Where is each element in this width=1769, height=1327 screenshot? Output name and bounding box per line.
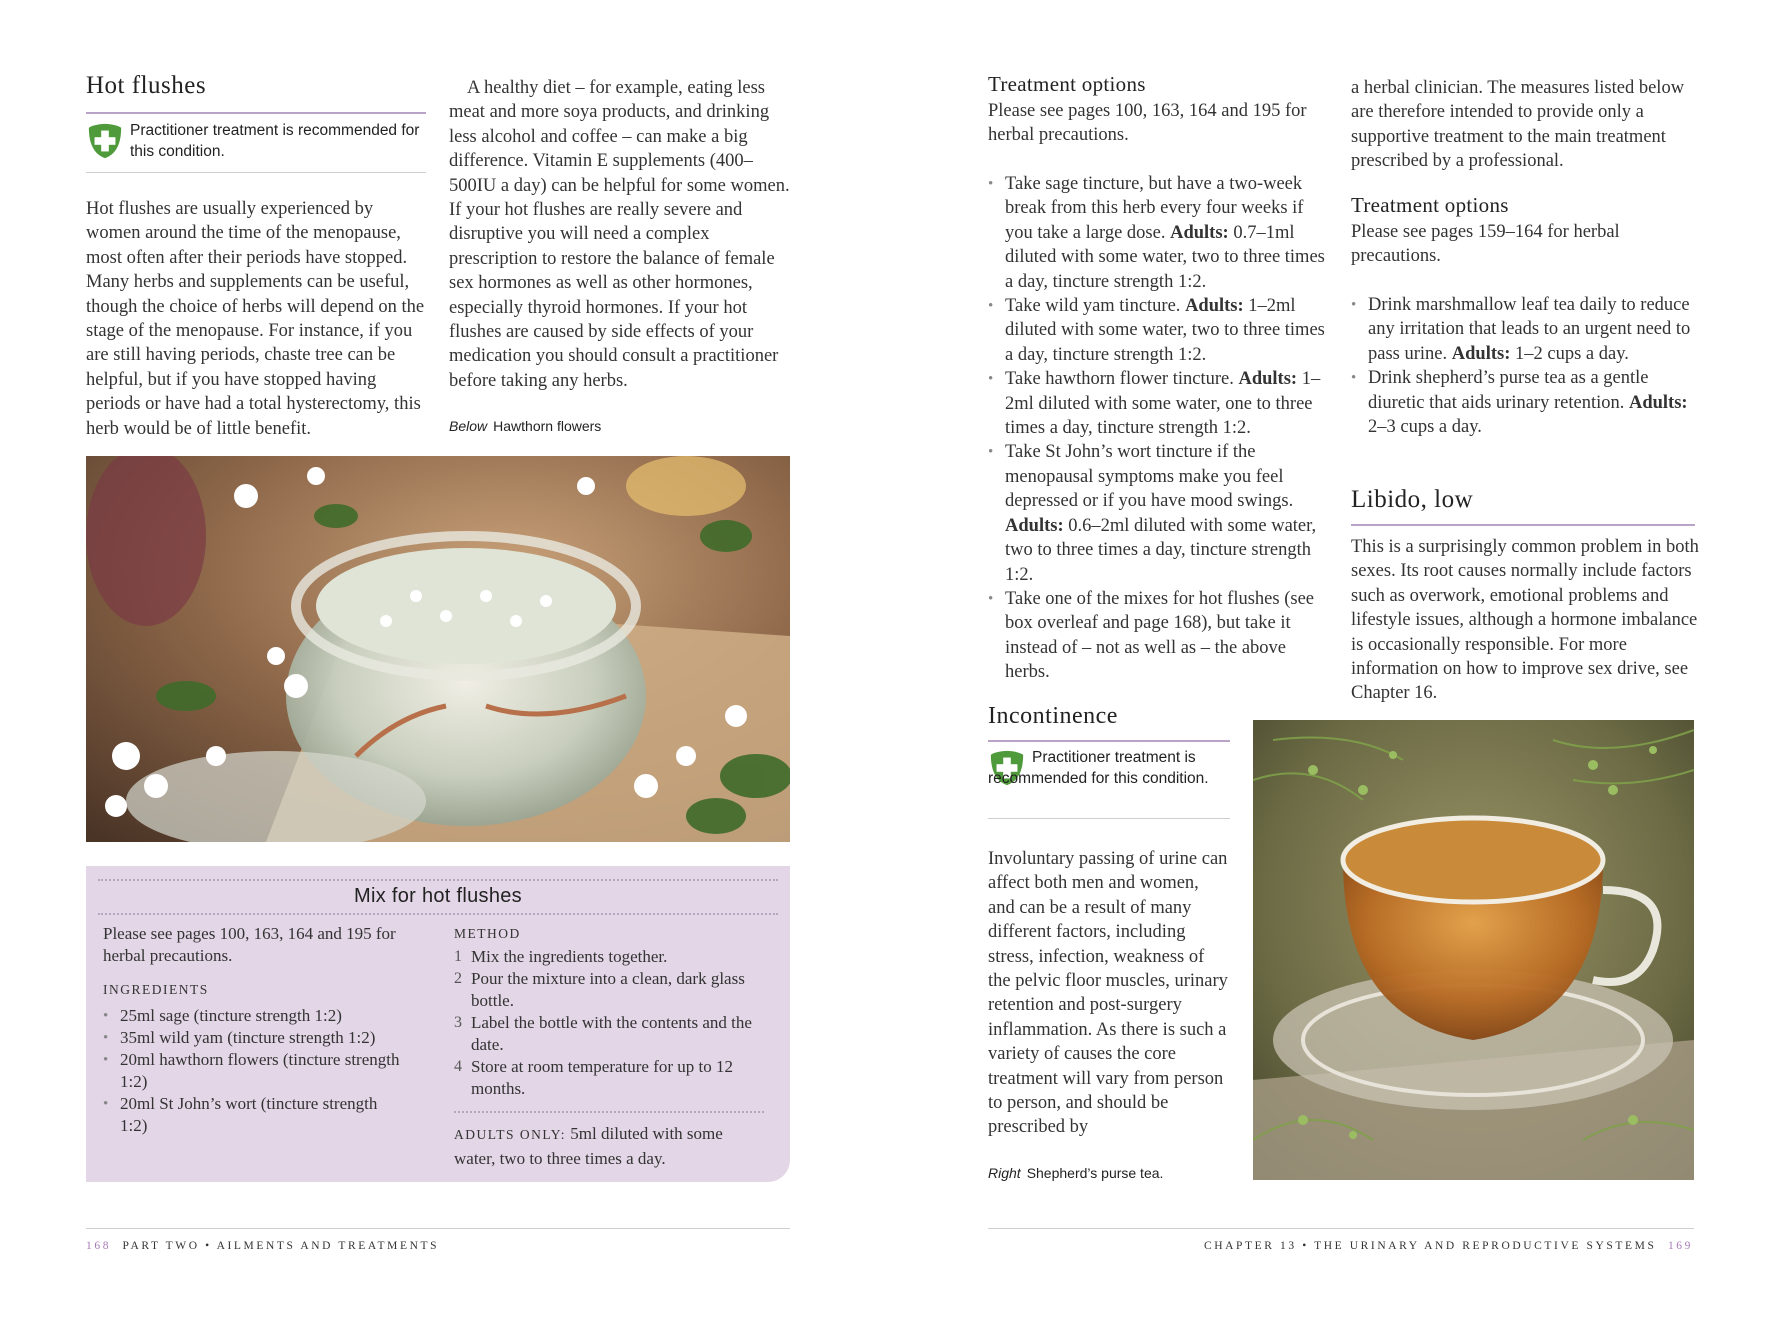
right-footer-rule xyxy=(988,1228,1694,1229)
method-step: 1 Mix the ingredients together. xyxy=(454,947,668,966)
page-number-left: 168 xyxy=(86,1240,112,1252)
ingredient-item: • 35ml wild yam (tincture strength 1:2) xyxy=(103,1027,403,1049)
caption-label: Below xyxy=(449,418,488,434)
ingredient-item: • 20ml hawthorn flowers (tincture strength 1:2) xyxy=(103,1049,403,1093)
hawthorn-flowers-photo xyxy=(86,456,790,842)
incontinence-rule xyxy=(988,740,1230,742)
practitioner-notice xyxy=(86,120,426,164)
incontinence-notice-rule xyxy=(988,818,1230,819)
caption-label: Right xyxy=(988,1165,1021,1181)
page-number-right: 169 xyxy=(1667,1240,1693,1252)
treatment-item: • Take one of the mixes for hot flushes (see box overleaf and page 168), but take it instead of – not as well as – the above herbs. xyxy=(988,587,1328,685)
libido-rule xyxy=(1351,524,1695,526)
treatment-item: • Take St John’s wort tincture if the menopausal symptoms make you feel depressed or if you have mood swings. Adults: 0.6–2ml diluted with some water, two to three times a day, tincture strength 1:2. xyxy=(988,440,1328,586)
treatment-options-precautions: Please see pages 100, 163, 164 and 195 for herbal precautions. xyxy=(988,101,1307,146)
incontinence-notice-text: Practitioner treatment is recommended for this condition. xyxy=(988,749,1209,787)
mix-precautions: Please see pages 100, 163, 164 and 195 for herbal precautions. xyxy=(103,924,396,965)
tea-cup-illustration xyxy=(1253,720,1694,1180)
incontinence-practitioner-notice xyxy=(988,747,1228,809)
mix-title-dotted-rule xyxy=(98,913,778,915)
incontinence-heading: Incontinence xyxy=(988,703,1118,729)
ingredient-item: • 20ml St John’s wort (tincture strength 1:2) xyxy=(103,1093,403,1137)
treatment-options-heading-2: Treatment options xyxy=(1351,193,1509,217)
method-steps xyxy=(454,946,762,1100)
hawthorn-jar-illustration xyxy=(86,456,790,842)
mix-recipe-box xyxy=(86,866,790,1182)
hot-flushes-intro-text: Hot flushes are usually experienced by women around the time of the menopause, most often after their periods have stopped. Many herbs and supplements can be useful, though the choice of herbs will depend on the stage of the menopause. For instance, if you are still having periods, chaste tree can be helpful, but if you have stopped having periods or have had a total hysterectomy, this herb would be of little benefit. xyxy=(86,199,425,439)
treatment-item: • Take sage tincture, but have a two-week break from this herb every four weeks if you take a large dose. Adults: 0.7–1ml diluted with some water, two to three times a day, tincture strength 1:2. xyxy=(988,172,1328,294)
practitioner-notice-text: Practitioner treatment is recommended for this condition. xyxy=(130,122,420,160)
left-running-head: PART TWO • AILMENTS AND TREATMENTS xyxy=(122,1240,440,1252)
mix-adults-dotted-rule xyxy=(454,1111,764,1113)
right-footer xyxy=(1204,1240,1693,1252)
notice-rule xyxy=(86,172,426,173)
libido-heading: Libido, low xyxy=(1351,486,1474,513)
treatment-item: • Drink shepherd’s purse tea as a gentle diuretic that aids urinary retention. Adults: 2–3 cups a day. xyxy=(1351,366,1696,439)
treatment-options-precautions-2: Please see pages 159–164 for herbal precautions. xyxy=(1351,222,1620,267)
treatment-item: • Take hawthorn flower tincture. Adults: 1–2ml diluted with some water, one to three times a day, tincture strength 1:2. xyxy=(988,367,1328,440)
caption-text: Hawthorn flowers xyxy=(493,418,602,434)
mix-adults-dose xyxy=(454,1122,764,1171)
incontinence-continued-text: a herbal clinician. The measures listed below are therefore intended to provide only a supportive treatment to the main treatment prescribed by a professional. xyxy=(1351,78,1685,172)
treatment-item: • Drink marshmallow leaf tea daily to reduce any irritation that leads to an urgent need to pass urine. Adults: 1–2 cups a day. xyxy=(1351,293,1696,366)
heading-rule xyxy=(86,112,426,114)
adults-only-text: 5ml diluted with some water, two to three times a day. xyxy=(454,1124,723,1168)
hot-flushes-diet-text: A healthy diet – for example, eating less meat and more soya products, and drinking less alcohol and coffee – can make a big difference. Vitamin E supplements (400–500IU a day) can be helpful for some women. If your hot flushes are really severe and disruptive you will need a complex prescription to restore the balance of female sex hormones as well as other hormones, especially thyroid hormones. If your hot flushes are caused by side effects of your medication you should consult a practitioner before taking any herbs. xyxy=(449,78,790,391)
method-step: 3 Label the bottle with the contents and the date. xyxy=(454,1013,752,1054)
shepherds-purse-tea-photo xyxy=(1253,720,1694,1180)
incontinence-treatment-list xyxy=(1351,293,1696,439)
hot-flush-treatment-list xyxy=(988,172,1328,685)
method-step: 4 Store at room temperature for up to 12 months. xyxy=(454,1057,734,1098)
incontinence-text: Involuntary passing of urine can affect both men and women, and can be a result of many different factors, including stress, infection, weakness of the pelvic floor muscles, urinary retention and post-surgery inflammation. As there is such a variety of causes the core treatment will vary from person to person, and should be prescribed by xyxy=(988,849,1228,1138)
method-label: METHOD xyxy=(454,926,521,941)
treatment-item: • Take wild yam tincture. Adults: 1–2ml diluted with some water, two to three times a day, tincture strength 1:2. xyxy=(988,294,1328,367)
ingredient-item: • 25ml sage (tincture strength 1:2) xyxy=(103,1005,403,1027)
treatment-options-heading: Treatment options xyxy=(988,72,1146,96)
left-footer xyxy=(86,1240,439,1252)
libido-text: This is a surprisingly common problem in both sexes. Its root causes normally include factors such as overwork, emotional problems and lifestyle issues, although a hormone imbalance is occasionally responsible. For more information on how to improve sex drive, see Chapter 16. xyxy=(1351,537,1699,704)
ingredients-list xyxy=(103,1005,403,1137)
left-footer-rule xyxy=(86,1228,790,1229)
adults-only-label: ADULTS ONLY: xyxy=(454,1127,567,1142)
method-step: 2 Pour the mixture into a clean, dark glass bottle. xyxy=(454,969,745,1010)
shepherds-purse-caption xyxy=(988,1165,1163,1181)
shield-cross-icon xyxy=(86,122,124,160)
mix-right-column xyxy=(454,923,762,1100)
ingredients-label: INGREDIENTS xyxy=(103,982,209,997)
mix-top-dotted-rule xyxy=(98,879,778,881)
mix-title: Mix for hot flushes xyxy=(354,885,522,907)
hawthorn-caption xyxy=(449,418,601,434)
mix-left-column xyxy=(103,923,403,1137)
caption-text: Shepherd’s purse tea. xyxy=(1026,1165,1164,1181)
page-title-hot-flushes: Hot flushes xyxy=(86,72,207,99)
right-running-head: CHAPTER 13 • THE URINARY AND REPRODUCTIVE SYSTEMS xyxy=(1203,1240,1657,1252)
